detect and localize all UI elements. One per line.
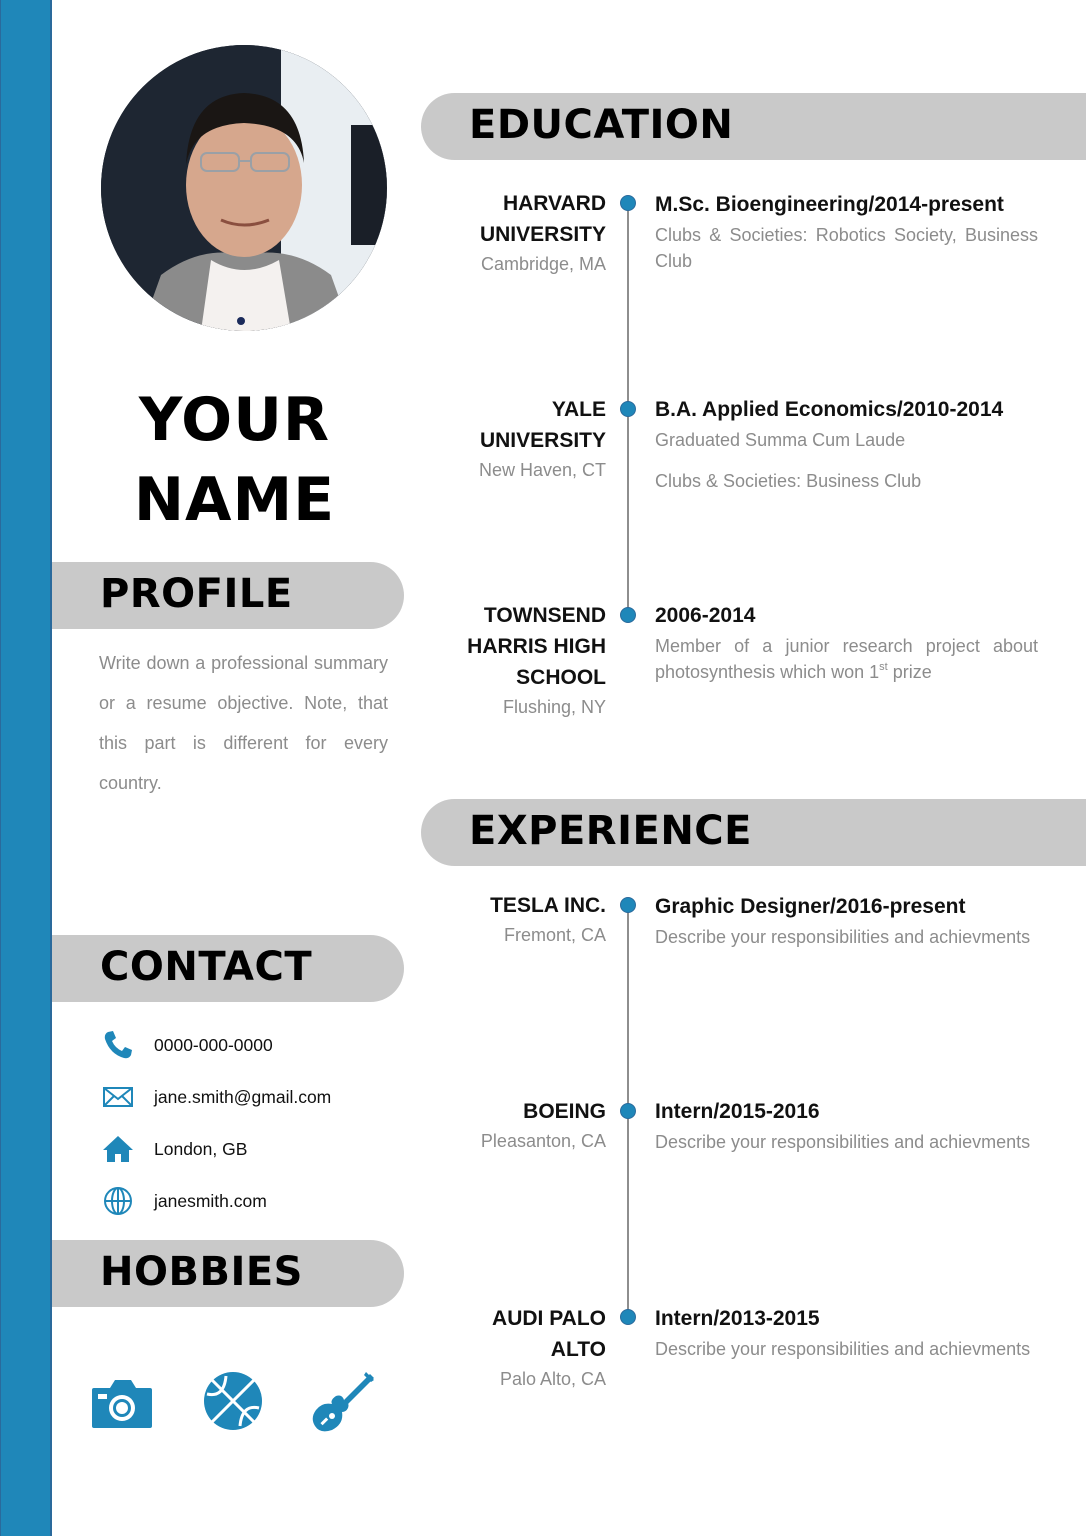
degree-title: B.A. Applied Economics/2010-2014 <box>655 398 1004 421</box>
education-entry-3-org: TOWNSEND HARRIS HIGH SCHOOL Flushing, NY <box>467 604 606 717</box>
camera-icon <box>90 1370 156 1436</box>
timeline-dot <box>620 897 636 913</box>
education-entry-2-detail <box>655 394 1038 494</box>
timeline-dot <box>620 607 636 623</box>
experience-entry-3-org: AUDI PALO ALTO Palo Alto, CA <box>492 1307 606 1389</box>
contact-section-header <box>52 935 404 1002</box>
home-icon <box>100 1133 136 1165</box>
education-entry-1-detail <box>655 189 1038 274</box>
experience-entry-1-detail <box>655 891 1038 950</box>
profile-photo <box>101 45 387 331</box>
degree-description: Clubs & Societies: Robotics Society, Business Club <box>655 225 1038 271</box>
degree-description-extra: Clubs & Societies: Business Club <box>655 471 922 491</box>
accent-sidebar-bar <box>0 0 52 1536</box>
education-section-header <box>421 93 1086 160</box>
contact-phone <box>100 1029 273 1061</box>
location-text: London, GB <box>154 1138 248 1159</box>
degree-description: Graduated Summa Cum Laude <box>655 430 906 450</box>
profile-title: PROFILE <box>100 571 293 617</box>
name-line-1: YOUR <box>138 385 331 455</box>
timeline-dot <box>620 1309 636 1325</box>
education-entry-1-org: HARVARD UNIVERSITY Cambridge, MA <box>479 192 606 274</box>
email-icon <box>100 1081 136 1113</box>
job-title: Graphic Designer/2016-present <box>655 895 966 918</box>
full-name <box>52 380 417 540</box>
degree-title: 2006-2014 <box>655 604 756 627</box>
job-description: Describe your responsibilities and achievments <box>655 1132 1031 1152</box>
guitar-icon <box>310 1370 376 1436</box>
contact-website <box>100 1185 267 1217</box>
basketball-icon <box>202 1370 268 1436</box>
hobbies-title: HOBBIES <box>100 1249 303 1295</box>
education-entry-2-org: YALE UNIVERSITY New Haven, CT <box>478 398 606 480</box>
profile-section-header <box>52 562 404 629</box>
phone-number[interactable]: 0000-000-0000 <box>154 1034 273 1055</box>
contact-location <box>100 1133 247 1165</box>
email-address[interactable]: jane.smith@gmail.com <box>154 1086 332 1107</box>
degree-title: M.Sc. Bioengineering/2014-present <box>655 193 1004 216</box>
experience-section-header <box>421 799 1086 866</box>
website-link[interactable]: janesmith.com <box>154 1190 267 1211</box>
job-title: Intern/2013-2015 <box>655 1307 820 1330</box>
phone-icon <box>100 1029 136 1061</box>
experience-entry-3-detail <box>655 1303 1038 1362</box>
contact-title: CONTACT <box>100 944 313 990</box>
profile-summary: Write down a professional summary or a resume objective. Note, that this part is different for every country. <box>99 653 388 793</box>
globe-icon <box>100 1185 136 1217</box>
education-entry-3-detail <box>655 600 1038 685</box>
education-title: EDUCATION <box>469 102 734 148</box>
experience-entry-1-org: TESLA INC. Fremont, CA <box>490 894 606 945</box>
job-description: Describe your responsibilities and achievments <box>655 927 1031 947</box>
experience-entry-2-org: BOEING Pleasanton, CA <box>480 1100 606 1151</box>
job-description: Describe your responsibilities and achievments <box>655 1339 1031 1359</box>
degree-description: Member of a junior research project about photosynthesis which won 1st prize <box>655 636 1038 682</box>
experience-entry-2-detail <box>655 1096 1038 1155</box>
experience-title: EXPERIENCE <box>469 808 752 854</box>
contact-email <box>100 1081 331 1113</box>
timeline-dot <box>620 1103 636 1119</box>
timeline-dot <box>620 401 636 417</box>
timeline-dot <box>620 195 636 211</box>
name-line-2: NAME <box>133 465 336 535</box>
hobbies-section-header <box>52 1240 404 1307</box>
job-title: Intern/2015-2016 <box>655 1100 820 1123</box>
